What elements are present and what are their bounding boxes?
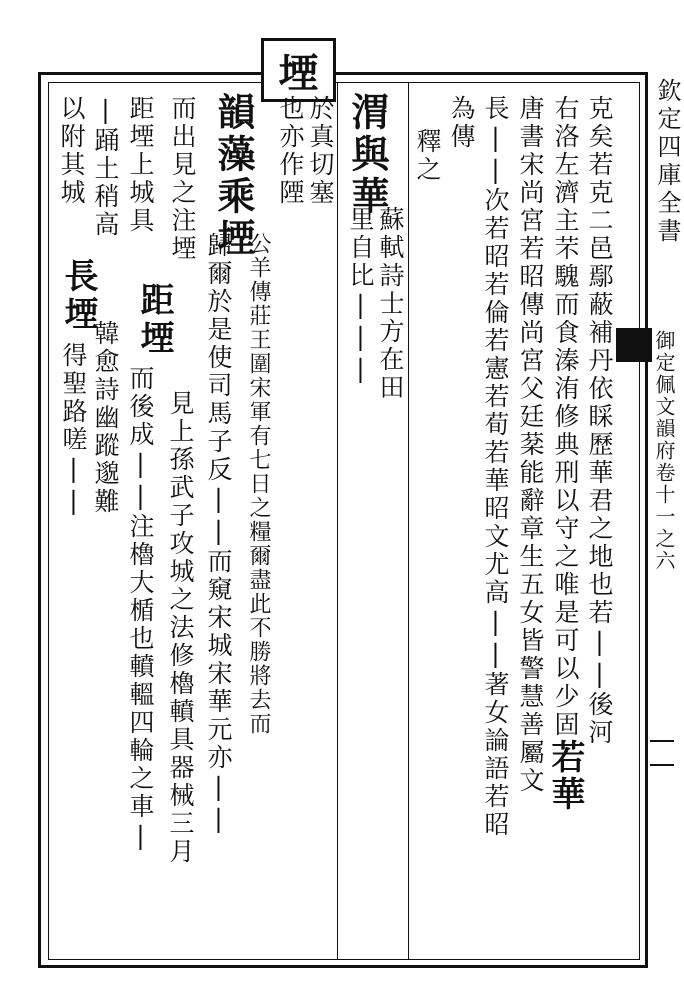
text-column: 見上孫武子攻城之法修櫓轒具器械三月 (166, 390, 195, 866)
text-column: 歸爾於是使司馬子反||而窺宋城宋華元亦|| (204, 232, 233, 836)
text-column: 也亦作陻 (276, 95, 305, 207)
text-column (167, 95, 197, 263)
text-column: 距堙上城具 (126, 95, 155, 235)
text-column: 釋之 (413, 128, 442, 184)
page-number-box (650, 740, 674, 766)
text-column: 克矣若克二邑鄢蔽補丹依睬歷華君之地也若||後河 (585, 95, 614, 747)
text-column: 長||次若昭若倫若憲若荀若華昭文尤高||著女論語若昭 (481, 95, 510, 839)
heading-term: 乘堙 (211, 176, 256, 260)
heading-character-box (261, 38, 336, 102)
text-column: 於真切塞 (306, 95, 335, 207)
text-column: 公羊傳莊王圍宋軍有七日之糧爾盡此不勝將去而 (246, 232, 271, 736)
heading-term: 若華 (545, 739, 585, 813)
text-column: 蘇軾詩士方在田 (376, 206, 405, 402)
column-text: 而出見之注堙 (168, 95, 197, 263)
text-column: 而後成||注櫓大楯也轒轀四輪之車| (126, 365, 155, 853)
text-column: 韓愈詩幽蹤邈難 (91, 320, 120, 516)
volume-title: 御定佩文韻府卷十一之六 (652, 330, 676, 572)
text-column (545, 95, 585, 855)
text-column: |踊土稍高 (91, 95, 120, 239)
heading-character: 堙 (278, 49, 319, 97)
book-title: 欽定四庫全書 (653, 78, 681, 246)
heading-term: 長堙 (58, 258, 98, 334)
heading-term: 距堙 (134, 282, 174, 358)
text-column: 得聖路嗟|| (59, 342, 88, 518)
column-rule (408, 82, 409, 960)
text-column: 唐書宋尚宮若昭傳尚宮父廷棻能辭章生五女皆警慧善屬文 (516, 95, 545, 795)
column-text: 右洛左濟主芣騩而食溱洧修典刑以守之唯是可以少固 (551, 95, 580, 739)
fishtail-mark (616, 328, 652, 362)
column-rule (337, 82, 338, 960)
section-marker: 韻藻 (211, 92, 256, 176)
text-column: 為傳 (447, 95, 476, 151)
text-column: 以附其城 (57, 95, 86, 207)
heading-term: 渭與華 (345, 92, 390, 218)
text-column: 里自比||| (346, 206, 375, 386)
